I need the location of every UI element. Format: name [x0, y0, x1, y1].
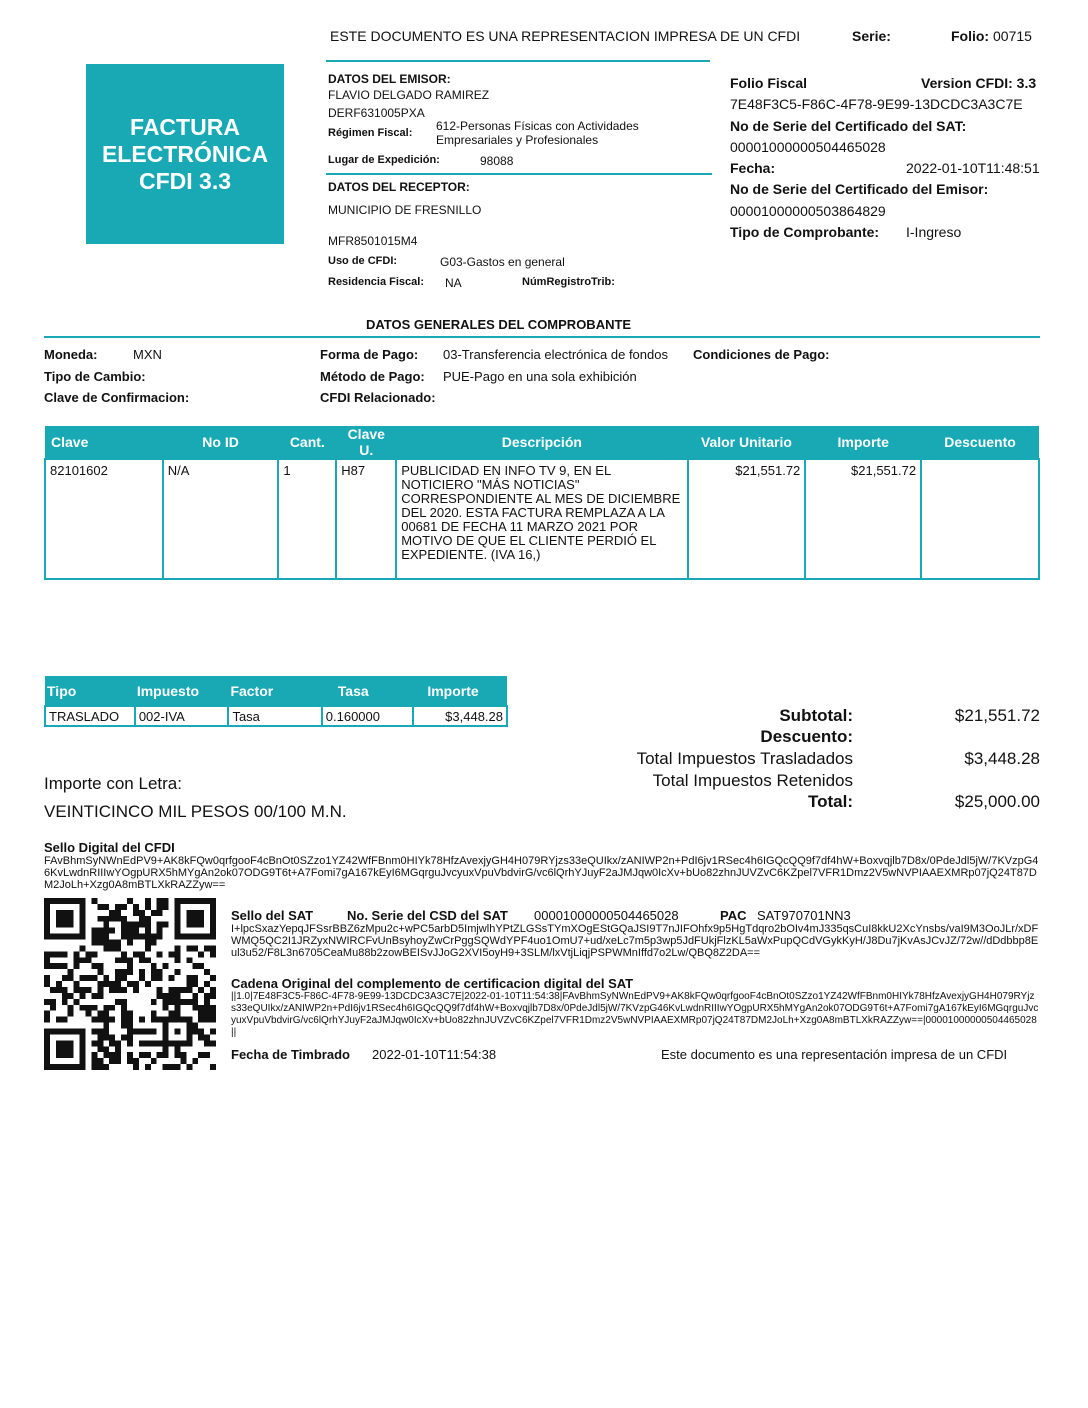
cfdi-relacionado-label: CFDI Relacionado: — [320, 390, 436, 405]
taxes-table — [44, 676, 508, 727]
num-registro-label: NúmRegistroTrib: — [522, 276, 615, 288]
uso-cfdi-value: G03-Gastos en general — [440, 255, 565, 269]
impuestos-retenidos-label: Total Impuestos Retenidos — [652, 771, 853, 790]
importe-letra-label: Importe con Letra: — [44, 774, 182, 793]
receptor-name: MUNICIPIO DE FRESNILLO — [328, 203, 482, 217]
regimen-value: 612-Personas Físicas con Actividades Empresariales y Profesionales — [436, 119, 639, 147]
serie-label: Serie: — [852, 28, 891, 44]
moneda-value: MXN — [133, 347, 162, 362]
tax-cell-importe: $3,448.28 — [413, 706, 507, 726]
cert-emisor-value: 00001000000503864829 — [730, 203, 886, 219]
cell-cant: 1 — [278, 459, 336, 579]
tax-col-tipo: Tipo — [45, 676, 135, 706]
regimen-label: Régimen Fiscal: — [328, 127, 413, 139]
residencia-fiscal-value: NA — [445, 276, 462, 290]
metodo-pago-value: PUE-Pago en una sola exhibición — [443, 369, 637, 384]
fecha-timbrado-value: 2022-01-10T11:54:38 — [372, 1047, 497, 1062]
sello-cfdi-label: Sello Digital del CFDI — [44, 840, 175, 855]
receptor-heading: DATOS DEL RECEPTOR: — [328, 180, 470, 194]
sello-cfdi-value: FAvBhmSyNWnEdPV9+AK8kFQw0qrfgooF4cBnOt0SZzo1YZ42WfFBnm0HIYk78HfzAvexjyGH4H079RYjzs33eQUIkx/zANIWP2n+PdI6jv1RSec4h6IGQcQQ9f7df4hW+Boxvqjlb7D8x/0PdeJdl5jW/7KVzpG46KvLwdnRIIIwYOgpURX5hMYgAn2ok07ODG9T6t+A7Fomi7gA167kEyI6MGqrguJvcyuxVpuVbdvirG/vc6lQrhYJuyF2aJMJqw0IcXv+bUo82zhnJUVZvC6KZpel7VFR1Dmz2V5wNVPIAAEXMRp07jQ24T87DM2JoLh+Xzg0A8mBTLXkRAZZyw== — [44, 855, 1039, 891]
version-cfdi-label: Version CFDI: 3.3 — [921, 75, 1037, 91]
cert-sat-value: 00001000000504465028 — [730, 139, 886, 155]
forma-pago-value: 03-Transferencia electrónica de fondos — [443, 347, 668, 362]
cell-descuento — [921, 459, 1039, 579]
tipo-cambio-label: Tipo de Cambio: — [44, 369, 146, 384]
clave-confirmacion-label: Clave de Confirmacion: — [44, 390, 190, 405]
tax-col-factor: Factor — [228, 676, 321, 706]
condiciones-pago-label: Condiciones de Pago: — [693, 347, 830, 362]
impuestos-trasladados-value: $3,448.28 — [964, 749, 1040, 768]
col-clave: Clave — [45, 426, 163, 459]
impuestos-trasladados-label: Total Impuestos Trasladados — [636, 749, 853, 768]
pac-label: PAC — [720, 908, 747, 923]
folio-fiscal-label: Folio Fiscal — [730, 75, 808, 91]
col-importe: Importe — [805, 426, 921, 459]
cadena-original-label: Cadena Original del complemento de certificacion digital del SAT — [231, 976, 634, 991]
table-row — [45, 459, 1039, 579]
total-value: $25,000.00 — [954, 792, 1040, 811]
pac-value: SAT970701NN3 — [757, 908, 851, 923]
tax-col-impuesto: Impuesto — [135, 676, 229, 706]
folio-value: 00715 — [993, 28, 1032, 44]
emisor-name: FLAVIO DELGADO RAMIREZ — [328, 88, 490, 102]
cadena-original-value: ||1.0|7E48F3C5-F86C-4F78-9E99-13DCDC3A3C7E|2022-01-10T11:54:38|FAvBhmSyNWnEdPV9+AK8kFQw0qrfgooF4cBnOt0SZzo1YZ42WfFBnm0HIYk78HfzAvexjyGH4H079RYjzs33eQUIkx/zANIWP2n+PdI6jv1RSec4h6IGQcQQ9f7df4hW+Boxvqjlb7D8x/0PdeJdl5jW/7KVzpG46KvLwdnRIIIwYOgpURX5hMYgAn2ok07ODG9T6t+A7Fomi7gA167kEyI6MGqrguJvcyuxVpuVbdvirG/vc6lQrhYJuyF2aJMJqw0IcXv+bUo82zhnJUVZvC6KZpel7VFR1Dmz2V5wNVPIAAEXMRp07jQ24T87DM2JoLh+Xzg0A8mBTLXkRAZZyw==|00001000000504465028|| — [231, 991, 1039, 1038]
csd-sat-label: No. Serie del CSD del SAT — [347, 908, 508, 923]
folio-label: Folio: — [951, 28, 990, 44]
tax-cell-impuesto: 002-IVA — [135, 706, 229, 726]
importe-letra-value: VEINTICINCO MIL PESOS 00/100 M.N. — [44, 802, 347, 821]
emisor-top-divider — [326, 60, 710, 62]
subtotal-value: $21,551.72 — [954, 706, 1040, 725]
tax-cell-tasa: 0.160000 — [322, 706, 414, 726]
cell-valor-unitario: $21,551.72 — [688, 459, 806, 579]
emisor-rfc: DERF631005PXA — [328, 106, 425, 120]
total-label: Total: — [807, 792, 853, 811]
sello-sat-value: I+lpcSxazYepqJFSsrBBZ6zMpu2c+wPC5arbD5ImjwlhYPtZLGSsTYmXOgEStGQaJSI9T7nJIFOhfx9p5HgTdqro2bOIv4mJ335qsCuI8kkU2XcYnsbs/vaI9M3OoJLr/xDFWMQ5QC2I1JRZyxNWIRCFvUnBsyhoyZwCrPggSQWdYPF4uo1OmU7+ud/xeLc7m5p3wp5JdFUkjFlzKL5aWxPupQCdVGykKyH/J8Du7jKvAsJCvJZ/72w//dDdbbp8Eul3u52/F8L3n6705CeaMu88b2zowBEISvJJoG2XVI5oyH9+3SLM/lxVtjLiqjPSPWMnIffd7o2Lw/QBQ8Z2DA== — [231, 923, 1039, 959]
cell-no-id: N/A — [163, 459, 279, 579]
fecha-label: Fecha: — [730, 160, 776, 176]
invoice-title-box — [86, 64, 284, 244]
cell-importe: $21,551.72 — [805, 459, 921, 579]
cell-clave-u: H87 — [336, 459, 396, 579]
csd-sat-value: 00001000000504465028 — [534, 908, 679, 923]
descuento-label: Descuento: — [760, 727, 853, 746]
col-valor-unitario: Valor Unitario — [688, 426, 806, 459]
lugar-expedicion-value: 98088 — [480, 154, 514, 168]
general-divider — [44, 336, 1040, 338]
concepts-table — [44, 426, 1040, 580]
cell-descripcion: PUBLICIDAD EN INFO TV 9, EN EL NOTICIERO "MÁS NOTICIAS" CORRESPONDIENTE AL MES DE DICIEMBRE DEL 2020. ESTA FACTURA REMPLAZA A LA 00681 DE FECHA 11 MARZO 2021 POR MOTIVO DE QUE EL CLIENTE PERDIÓ EL EXPEDIENTE. (IVA 16,) — [396, 459, 687, 579]
tipo-comprobante-value: I-Ingreso — [906, 224, 962, 240]
uso-cfdi-label: Uso de CFDI: — [328, 255, 398, 267]
concepts-header-row — [45, 426, 1039, 459]
subtotal-label: Subtotal: — [779, 706, 853, 725]
taxes-header-row — [45, 676, 507, 706]
tipo-comprobante-label: Tipo de Comprobante: — [730, 224, 880, 240]
col-no-id: No ID — [163, 426, 279, 459]
residencia-fiscal-label: Residencia Fiscal: — [328, 276, 424, 288]
title-line-1: FACTURA — [130, 113, 240, 140]
footer-notice: Este documento es una representación impresa de un CFDI — [661, 1047, 1008, 1062]
document-notice: ESTE DOCUMENTO ES UNA REPRESENTACION IMPRESA DE UN CFDI — [330, 28, 801, 44]
col-cant: Cant. — [278, 426, 336, 459]
folio-row — [951, 28, 1032, 44]
tax-cell-factor: Tasa — [228, 706, 321, 726]
receptor-rfc: MFR8501015M4 — [328, 234, 418, 248]
emisor-heading: DATOS DEL EMISOR: — [328, 72, 451, 86]
qr-code-icon — [44, 898, 216, 1070]
title-line-3: CFDI 3.3 — [138, 167, 232, 194]
cell-clave: 82101602 — [45, 459, 163, 579]
general-heading: DATOS GENERALES DEL COMPROBANTE — [366, 317, 632, 332]
folio-fiscal-value: 7E48F3C5-F86C-4F78-9E99-13DCDC3A3C7E — [730, 96, 1023, 112]
table-row — [45, 706, 507, 726]
cert-emisor-label: No de Serie del Certificado del Emisor: — [730, 181, 989, 197]
tax-col-importe: Importe — [413, 676, 507, 706]
sello-sat-label: Sello del SAT — [231, 908, 314, 923]
receptor-top-divider — [326, 173, 712, 175]
col-descripcion: Descripción — [396, 426, 687, 459]
forma-pago-label: Forma de Pago: — [320, 347, 419, 362]
col-descuento: Descuento — [921, 426, 1039, 459]
lugar-expedicion-label: Lugar de Expedición: — [328, 154, 440, 166]
title-line-2: ELECTRÓNICA — [101, 140, 269, 167]
fecha-value: 2022-01-10T11:48:51 — [906, 160, 1040, 176]
cert-sat-label: No de Serie del Certificado del SAT: — [730, 118, 967, 134]
metodo-pago-label: Método de Pago: — [320, 369, 425, 384]
moneda-label: Moneda: — [44, 347, 98, 362]
tax-col-tasa: Tasa — [322, 676, 414, 706]
fecha-timbrado-label: Fecha de Timbrado — [231, 1047, 350, 1062]
tax-cell-tipo: TRASLADO — [45, 706, 135, 726]
col-clave-u: Clave U. — [336, 426, 396, 459]
